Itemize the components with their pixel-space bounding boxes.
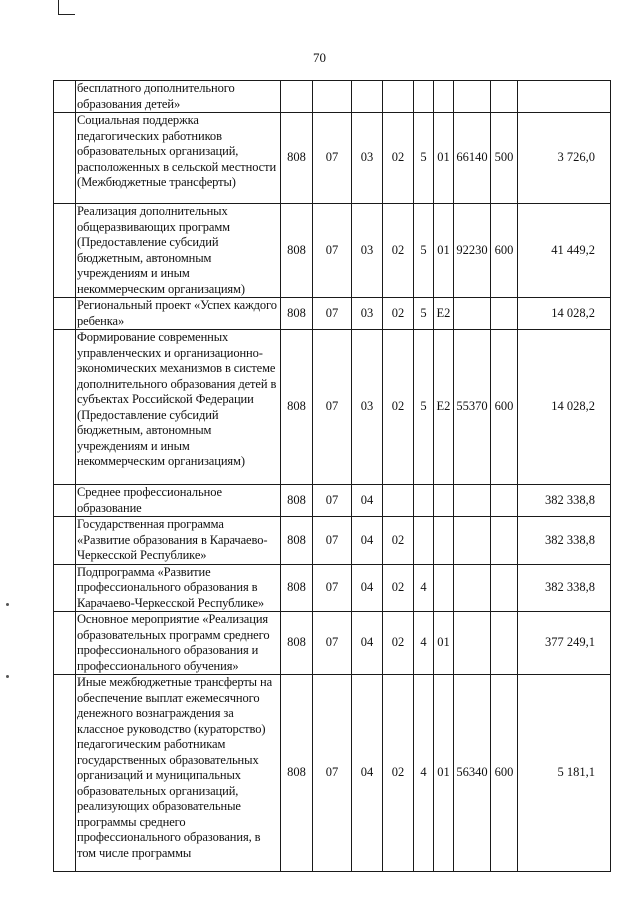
row-name: Реализация дополнительных общеразвивающих программ (Предоставление субсидий бюджетным, автономным учреждениям и иным некоммерческим организациям) <box>76 204 281 298</box>
row-subprogram: 5 <box>414 330 434 485</box>
row-expense-type <box>491 298 518 330</box>
row-code: 808 <box>281 564 313 612</box>
row-subprogram: 4 <box>414 612 434 675</box>
row-direction <box>454 485 491 517</box>
row-expense-type: 600 <box>491 204 518 298</box>
row-subsection: 03 <box>352 330 383 485</box>
row-subprogram: 4 <box>414 675 434 872</box>
row-direction <box>454 81 491 113</box>
row-code: 808 <box>281 113 313 204</box>
row-event <box>434 81 454 113</box>
row-subsection <box>352 81 383 113</box>
row-section: 07 <box>313 675 352 872</box>
row-program: 02 <box>383 298 414 330</box>
row-program <box>383 81 414 113</box>
row-direction <box>454 517 491 565</box>
row-name: Социальная поддержка педагогических работников образовательных организаций, расположенных в сельской местности (Межбюджетные трансферты) <box>76 113 281 204</box>
row-expense-type <box>491 564 518 612</box>
row-section: 07 <box>313 330 352 485</box>
row-event: 01 <box>434 113 454 204</box>
table-row <box>54 485 611 517</box>
row-program: 02 <box>383 612 414 675</box>
table-row <box>54 330 611 485</box>
row-amount: 3 726,0 <box>518 113 611 204</box>
table-row <box>54 81 611 113</box>
row-subsection: 04 <box>352 612 383 675</box>
row-direction: 92230 <box>454 204 491 298</box>
row-gutter-cell <box>54 675 76 872</box>
table-row <box>54 113 611 204</box>
row-gutter-cell <box>54 330 76 485</box>
table-row <box>54 517 611 565</box>
row-name: Иные межбюджетные трансферты на обеспечение выплат ежемесячного денежного вознаграждения за классное руководство (кураторство) педагогическим работникам государственных образовательных организаций и муниципальных образовательных организаций, реализующих образовательные программы среднего профессионального образования, в том числе программы <box>76 675 281 872</box>
row-section: 07 <box>313 485 352 517</box>
row-code: 808 <box>281 517 313 565</box>
row-expense-type <box>491 485 518 517</box>
row-event: 01 <box>434 204 454 298</box>
row-name: Среднее профессиональное образование <box>76 485 281 517</box>
row-expense-type: 500 <box>491 113 518 204</box>
row-subsection: 04 <box>352 517 383 565</box>
row-subprogram: 4 <box>414 564 434 612</box>
row-section: 07 <box>313 204 352 298</box>
row-direction: 55370 <box>454 330 491 485</box>
row-subprogram <box>414 485 434 517</box>
table-row <box>54 612 611 675</box>
row-code: 808 <box>281 675 313 872</box>
row-amount: 5 181,1 <box>518 675 611 872</box>
row-code <box>281 81 313 113</box>
row-amount: 382 338,8 <box>518 517 611 565</box>
row-subprogram: 5 <box>414 298 434 330</box>
row-program: 02 <box>383 204 414 298</box>
row-amount <box>518 81 611 113</box>
row-direction: 66140 <box>454 113 491 204</box>
row-section: 07 <box>313 564 352 612</box>
row-gutter-cell <box>54 81 76 113</box>
row-expense-type: 600 <box>491 675 518 872</box>
row-code: 808 <box>281 204 313 298</box>
row-amount: 382 338,8 <box>518 564 611 612</box>
row-code: 808 <box>281 485 313 517</box>
row-name: бесплатного дополнительного образования детей» <box>76 81 281 113</box>
page-number: 70 <box>313 50 326 65</box>
scan-speck <box>6 675 9 678</box>
table-row <box>54 298 611 330</box>
row-expense-type: 600 <box>491 330 518 485</box>
row-program: 02 <box>383 675 414 872</box>
row-expense-type <box>491 517 518 565</box>
row-section: 07 <box>313 612 352 675</box>
row-name: Подпрограмма «Развитие профессионального образования в Карачаево-Черкесской Республике» <box>76 564 281 612</box>
row-gutter-cell <box>54 298 76 330</box>
row-expense-type <box>491 612 518 675</box>
row-event <box>434 517 454 565</box>
row-amount: 14 028,2 <box>518 298 611 330</box>
row-program <box>383 485 414 517</box>
row-code: 808 <box>281 298 313 330</box>
row-subsection: 04 <box>352 564 383 612</box>
table-row <box>54 675 611 872</box>
row-subprogram: 5 <box>414 204 434 298</box>
row-event: 01 <box>434 675 454 872</box>
row-event <box>434 564 454 612</box>
row-event: E2 <box>434 330 454 485</box>
row-direction <box>454 298 491 330</box>
row-name: Формирование современных управленческих и организационно-экономических механизмов в системе дополнительного образования детей в субъектах Российской Федерации (Предоставление субсидий бюджетным, автономным учреждениям и иным некоммерческим организациям) <box>76 330 281 485</box>
page-corner-mark <box>58 0 75 15</box>
row-subprogram <box>414 517 434 565</box>
row-expense-type <box>491 81 518 113</box>
budget-table <box>53 80 611 872</box>
table-row <box>54 204 611 298</box>
row-gutter-cell <box>54 113 76 204</box>
row-gutter-cell <box>54 612 76 675</box>
row-amount: 382 338,8 <box>518 485 611 517</box>
row-name: Региональный проект «Успех каждого ребенка» <box>76 298 281 330</box>
row-name: Государственная программа «Развитие образования в Карачаево-Черкесской Республике» <box>76 517 281 565</box>
row-code: 808 <box>281 330 313 485</box>
row-program: 02 <box>383 517 414 565</box>
row-subprogram <box>414 81 434 113</box>
scan-speck <box>6 603 9 606</box>
row-subsection: 04 <box>352 675 383 872</box>
row-subsection: 03 <box>352 204 383 298</box>
row-gutter-cell <box>54 564 76 612</box>
row-subsection: 03 <box>352 298 383 330</box>
row-direction <box>454 612 491 675</box>
row-event: E2 <box>434 298 454 330</box>
row-gutter-cell <box>54 517 76 565</box>
row-program: 02 <box>383 564 414 612</box>
row-program: 02 <box>383 330 414 485</box>
row-gutter-cell <box>54 204 76 298</box>
row-amount: 377 249,1 <box>518 612 611 675</box>
row-subsection: 03 <box>352 113 383 204</box>
row-event <box>434 485 454 517</box>
row-section: 07 <box>313 298 352 330</box>
row-code: 808 <box>281 612 313 675</box>
row-gutter-cell <box>54 485 76 517</box>
row-direction <box>454 564 491 612</box>
row-subprogram: 5 <box>414 113 434 204</box>
row-program: 02 <box>383 113 414 204</box>
row-amount: 14 028,2 <box>518 330 611 485</box>
row-amount: 41 449,2 <box>518 204 611 298</box>
row-section <box>313 81 352 113</box>
row-subsection: 04 <box>352 485 383 517</box>
row-event: 01 <box>434 612 454 675</box>
row-name: Основное мероприятие «Реализация образовательных программ среднего профессионального образования и профессионального обучения» <box>76 612 281 675</box>
row-section: 07 <box>313 113 352 204</box>
row-direction: 56340 <box>454 675 491 872</box>
table-row <box>54 564 611 612</box>
row-section: 07 <box>313 517 352 565</box>
